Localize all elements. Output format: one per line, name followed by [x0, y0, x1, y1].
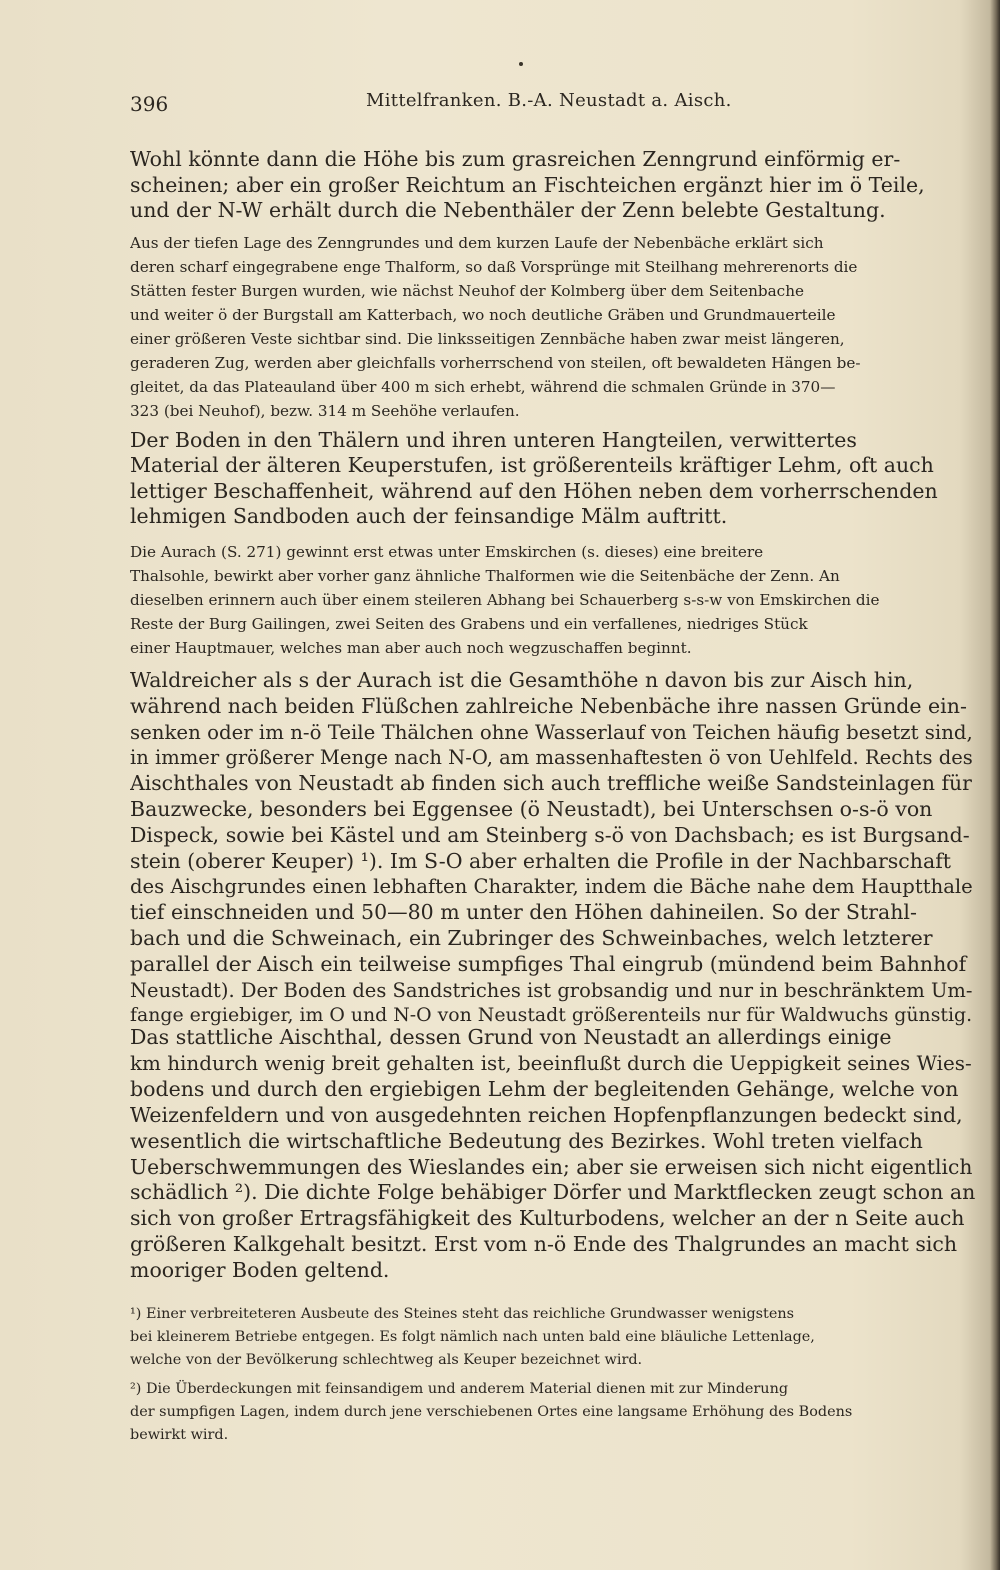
text-line: einer Hauptmauer, welches man aber auch noch wegzuschaffen beginnt.: [130, 639, 692, 657]
text-line: Waldreicher als s der Aurach ist die Gesamthöhe n davon bis zur Aisch hin,: [130, 668, 914, 692]
text-line: dieselben erinnern auch über einem steileren Abhang bei Schauerberg s-s-w von Emskirchen die: [130, 591, 880, 609]
paragraph-4: [130, 540, 977, 660]
page-number: 396: [130, 92, 169, 116]
text-line: bodens und durch den ergiebigen Lehm der begleitenden Gehänge, welche von: [130, 1076, 959, 1101]
text-line: Thalsohle, bewirkt aber vorher ganz ähnliche Thalformen wie die Seitenbäche der Zenn. An: [130, 567, 840, 585]
text-line: Ueberschwemmungen des Wieslandes ein; aber sie erweisen sich nicht eigentlich: [130, 1154, 973, 1179]
text-line: einer größeren Veste sichtbar sind. Die linksseitigen Zennbäche haben zwar meist längeren,: [130, 330, 845, 348]
text-line: tief einschneiden und 50—80 m unter den Höhen dahineilen. So der Strahl-: [130, 900, 917, 925]
text-line: Aischthales von Neustadt ab finden sich auch treffliche weiße Sandsteinlagen für: [130, 771, 972, 796]
paragraph-2: [130, 231, 977, 423]
text-line: deren scharf eingegrabene enge Thalform, so daß Vorsprünge mit Steilhang mehrerenorts die: [130, 258, 858, 276]
text-line: schädlich ²). Die dichte Folge behäbiger Dörfer und Marktflecken zeugt schon an: [130, 1180, 976, 1205]
text-line: Wohl könnte dann die Höhe bis zum grasreichen Zenngrund einförmig er-: [130, 147, 901, 171]
paragraph-3: [130, 428, 977, 529]
text-line: 323 (bei Neuhof), bezw. 314 m Seehöhe verlaufen.: [130, 402, 520, 420]
paragraph-1: [130, 147, 977, 224]
text-line: wesentlich die wirtschaftliche Bedeutung des Bezirkes. Wohl treten vielfach: [130, 1128, 923, 1153]
text-line: lettiger Beschaffenheit, während auf den Höhen neben dem vorherrschenden: [130, 478, 938, 503]
printer-dot: [519, 62, 523, 66]
paragraph-5: [130, 668, 977, 1029]
text-line: Aus der tiefen Lage des Zenngrundes und dem kurzen Laufe der Nebenbäche erklärt sich: [130, 234, 824, 252]
text-line: geraderen Zug, werden aber gleichfalls vorherrschend von steilen, oft bewaldeten Hängen be-: [130, 354, 861, 372]
footnote-2: [130, 1378, 977, 1447]
running-head: Mittelfranken. B.-A. Neustadt a. Aisch.: [366, 90, 732, 111]
footnote-line: bewirkt wird.: [130, 1427, 229, 1443]
page-edge-shadow: [990, 0, 1000, 1570]
page-header: [130, 88, 980, 118]
footnote-line: bei kleinerem Betriebe entgegen. Es folgt nämlich nach unten bald eine bläuliche Lettenlage,: [130, 1329, 815, 1345]
text-line: und weiter ö der Burgstall am Katterbach, wo noch deutliche Gräben und Grundmauerteile: [130, 306, 836, 324]
text-line: Stätten fester Burgen wurden, wie nächst Neuhof der Kolmberg über dem Seitenbache: [130, 282, 804, 300]
text-line: Material der älteren Keuperstufen, ist größerenteils kräftiger Lehm, oft auch: [130, 453, 934, 478]
text-line: sich von großer Ertragsfähigkeit des Kulturbodens, welcher an der n Seite auch: [130, 1206, 965, 1231]
footnote-line: ²) Die Überdeckungen mit feinsandigem und anderem Material dienen mit zur Minderung: [130, 1381, 789, 1397]
text-line: des Aischgrundes einen lebhaften Charakter, indem die Bäche nahe dem Hauptthale: [130, 875, 973, 899]
text-line: stein (oberer Keuper) ¹). Im S-O aber erhalten die Profile in der Nachbarschaft: [130, 848, 952, 873]
paragraph-6: [130, 1025, 977, 1284]
text-line: während nach beiden Flüßchen zahlreiche Nebenbäche ihre nassen Gründe ein-: [130, 693, 967, 718]
text-line: in immer größerer Menge nach N-O, am massenhaftesten ö von Uehlfeld. Rechts des: [130, 746, 973, 770]
text-line: km hindurch wenig breit gehalten ist, beeinflußt durch die Ueppigkeit seines Wies-: [130, 1051, 972, 1075]
text-line: lehmigen Sandboden auch der feinsandige Mälm auftritt.: [130, 503, 728, 528]
text-line: Dispeck, sowie bei Kästel und am Steinberg s-ö von Dachsbach; es ist Burgsand-: [130, 822, 970, 847]
text-line: Der Boden in den Thälern und ihren unteren Hangteilen, verwittertes: [130, 428, 857, 452]
text-line: gleitet, da das Plateauland über 400 m sich erhebt, während die schmalen Gründe in 370—: [130, 378, 836, 396]
text-line: senken oder im n-ö Teile Thälchen ohne Wasserlauf von Teichen häufig besetzt sind,: [130, 720, 973, 744]
footnote-line: ¹) Einer verbreiteteren Ausbeute des Steines steht das reichliche Grundwasser wenigstens: [130, 1306, 795, 1322]
text-line: größeren Kalkgehalt besitzt. Erst vom n-ö Ende des Thalgrundes an macht sich: [130, 1232, 958, 1257]
footnote-line: welche von der Bevölkerung schlechtweg als Keuper bezeichnet wird.: [130, 1352, 643, 1368]
text-line: Die Aurach (S. 271) gewinnt erst etwas unter Emskirchen (s. dieses) eine breitere: [130, 543, 764, 561]
text-line: Das stattliche Aischthal, dessen Grund von Neustadt an allerdings einige: [130, 1025, 892, 1049]
text-line: scheinen; aber ein großer Reichtum an Fischteichen ergänzt hier im ö Teile,: [130, 172, 925, 197]
text-line: Reste der Burg Gailingen, zwei Seiten des Grabens und ein verfallenes, niedriges Stück: [130, 615, 808, 633]
footnote-1: [130, 1303, 977, 1372]
text-line: Weizenfeldern und von ausgedehnten reichen Hopfenpflanzungen bedeckt sind,: [130, 1102, 963, 1127]
text-line: Bauzwecke, besonders bei Eggensee (ö Neustadt), bei Unterschsen o-s-ö von: [130, 796, 933, 821]
text-line: bach und die Schweinach, ein Zubringer des Schweinbaches, welch letzterer: [130, 925, 933, 950]
text-line: mooriger Boden geltend.: [130, 1258, 390, 1283]
text-line: und der N-W erhält durch die Nebenthäler der Zenn belebte Gestaltung.: [130, 198, 886, 222]
text-line: parallel der Aisch ein teilweise sumpfiges Thal eingrub (mündend beim Bahnhof: [130, 951, 967, 976]
footnote-line: der sumpfigen Lagen, indem durch jene verschiebenen Ortes eine langsame Erhöhung des Bodens: [130, 1404, 853, 1420]
text-line: Neustadt). Der Boden des Sandstriches ist grobsandig und nur in beschränktem Um-: [130, 978, 973, 1002]
text-line: fange ergiebiger, im O und N-O von Neustadt größerenteils nur für Waldwuchs günstig.: [130, 1004, 973, 1027]
